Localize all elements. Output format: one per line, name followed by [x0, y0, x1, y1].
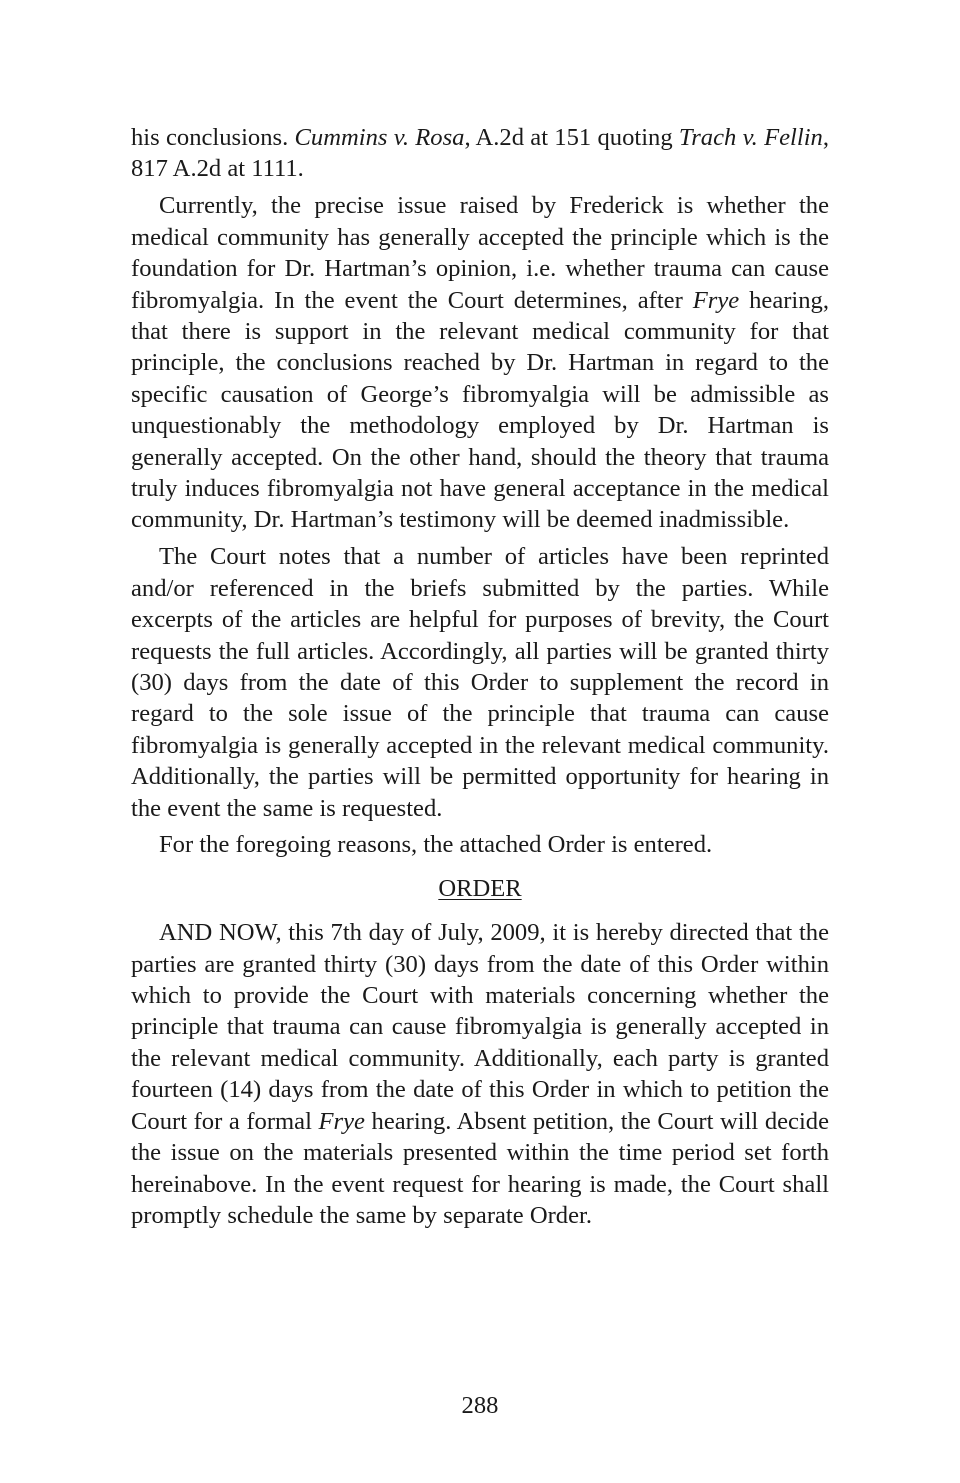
text-run: , A.2d at 151 quoting [464, 124, 679, 151]
page-number: 288 [461, 1392, 499, 1419]
text-run: hearing. Absent petition, the Court will decide the issue on the materials presented within the time period set forth hereinabove. In the event request for hearing is made, the Court shall promptly schedule the same by separate Order. [131, 1107, 829, 1229]
text-run: his conclusions. [131, 124, 295, 151]
case-citation: Trach v. Fellin [678, 124, 823, 151]
text-run: hearing, that there is support in the relevant medical community for that principle, the conclusions reached by Dr. Hartman in regard to the specific causation of George’s fibromyalgia will be admissible as unquestionably the methodology employed by Dr. Hartman is generally accepted. On the other hand, should the theory that trauma truly induces fibromyalgia not have general acceptance in the medical community, Dr. Hartman’s testimony will be deemed inadmissible. [131, 286, 829, 534]
paragraph-continued [131, 122, 829, 185]
paragraph-issue [131, 190, 829, 535]
order-heading [131, 873, 829, 904]
paragraph-articles [131, 541, 829, 824]
text-run: AND NOW, this 7th day of July, 2009, it is hereby directed that the parties are granted thirty (30) days from the date of this Order within which to provide the Court with materials concerning whether the principle that trauma can cause fibromyalgia is generally accepted in the relevant medical community. Additionally, each party is granted fourteen (14) days from the date of this Order in which to petition the Court for a formal [131, 919, 829, 1135]
paragraph-order [131, 917, 829, 1231]
text-run: For the foregoing reasons, the attached Order is entered. [159, 831, 713, 859]
text-run: , 817 A.2d at 1111. [131, 124, 829, 183]
text-run: The Court notes that a number of articles have been reprinted and/or referenced in the briefs submitted by the parties. While excerpts of the articles are helpful for purposes of brevity, the Court requests the full articles. Accordingly, all parties will be granted thirty (30) days from the date of this Order to supplement the record in regard to the sole issue of the principle that trauma can cause fibromyalgia is generally accepted in the relevant medical community. Additionally, the parties will be permitted opportunity for hearing in the event the same is requested. [131, 543, 829, 822]
order-paragraphs [131, 917, 829, 1231]
body-paragraphs [131, 122, 829, 861]
case-citation: Frye [318, 1107, 365, 1135]
case-citation: Frye [692, 286, 740, 314]
order-heading-text: ORDER [438, 874, 522, 902]
case-citation: Cummins v. Rosa [294, 124, 465, 151]
paragraph-foregoing [131, 829, 829, 860]
text-run: Currently, the precise issue raised by Frederick is whether the medical community has generally accepted the principle which is the foundation for Dr. Hartman’s opinion, i.e. whether trauma can cause fibromyalgia. In the event the Court determines, after [131, 192, 829, 314]
document-page [131, 122, 829, 1231]
